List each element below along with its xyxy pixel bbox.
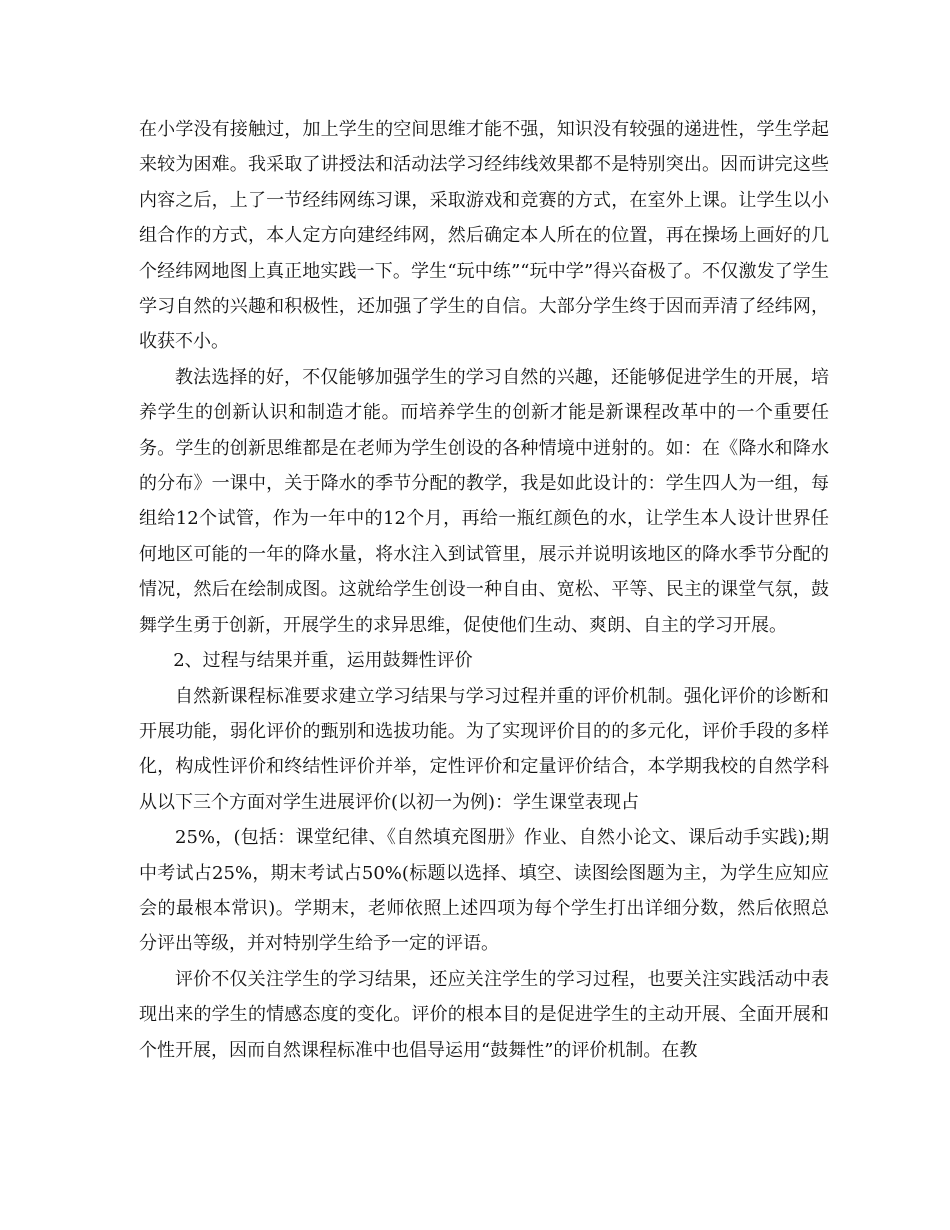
body-text [139,112,829,1068]
paragraph-2: 教法选择的好，不仅能够加强学生的学习自然的兴趣，还能够促进学生的开展，培养学生的创新认识和制造才能。而培养学生的创新才能是新课程改革中的一个重要任务。学生的创新思维都是在老师为学生创设的各种情境中迸射的。如：在《降水和降水的分布》一课中，关于降水的季节分配的教学，我是如此设计的：学生四人为一组，每组给12个试管，作为一年中的12个月，再给一瓶红颜色的水，让学生本人设计世界任何地区可能的一年的降水量，将水注入到试管里，展示并说明该地区的降水季节分配的情况，然后在绘制成图。这就给学生创设一种自由、宽松、平等、民主的课堂气氛，鼓舞学生勇于创新，开展学生的求异思维，促使他们生动、爽朗、自主的学习开展。 [139,366,829,636]
paragraph-5: 评价不仅关注学生的学习结果，还应关注学生的学习过程，也要关注实践活动中表现出来的学生的情感态度的变化。评价的根本目的是促进学生的主动开展、全面开展和个性开展，因而自然课程标准中也倡导运用“鼓舞性”的评价机制。在教 [139,968,829,1061]
paragraph-4: 25%，(包括：课堂纪律、《自然填充图册》作业、自然小论文、课后动手实践);期中考试占25%，期末考试占50%(标题以选择、填空、读图绘图题为主，为学生应知应会的最根本常识)。学期末，老师依照上述四项为每个学生打出详细分数，然后依照总分评出等级，并对特别学生给予一定的评语。 [139,827,829,955]
section-heading: 2、过程与结果并重，运用鼓舞性评价 [173,650,473,672]
paragraph-1: 在小学没有接触过，加上学生的空间思维才能不强，知识没有较强的递进性，学生学起来较为困难。我采取了讲授法和活动法学习经纬线效果都不是特别突出。因而讲完这些内容之后，上了一节经纬网练习课，采取游戏和竞赛的方式，在室外上课。让学生以小组合作的方式，本人定方向建经纬网，然后确定本人所在的位置，再在操场上画好的几个经纬网地图上真正地实践一下。学生“玩中练”“玩中学”得兴奋极了。不仅激发了学生学习自然的兴趣和积极性，还加强了学生的自信。大部分学生终于因而弄清了经纬网，收获不小。 [139,119,829,353]
paragraph-3: 自然新课程标准要求建立学习结果与学习过程并重的评价机制。强化评价的诊断和开展功能，弱化评价的甄别和选拔功能。为了实现评价目的的多元化，评价手段的多样化，构成性评价和终结性评价并举，定性评价和定量评价结合，本学期我校的自然学科从以下三个方面对学生进展评价(以初一为例)：学生课堂表现占 [139,685,829,813]
